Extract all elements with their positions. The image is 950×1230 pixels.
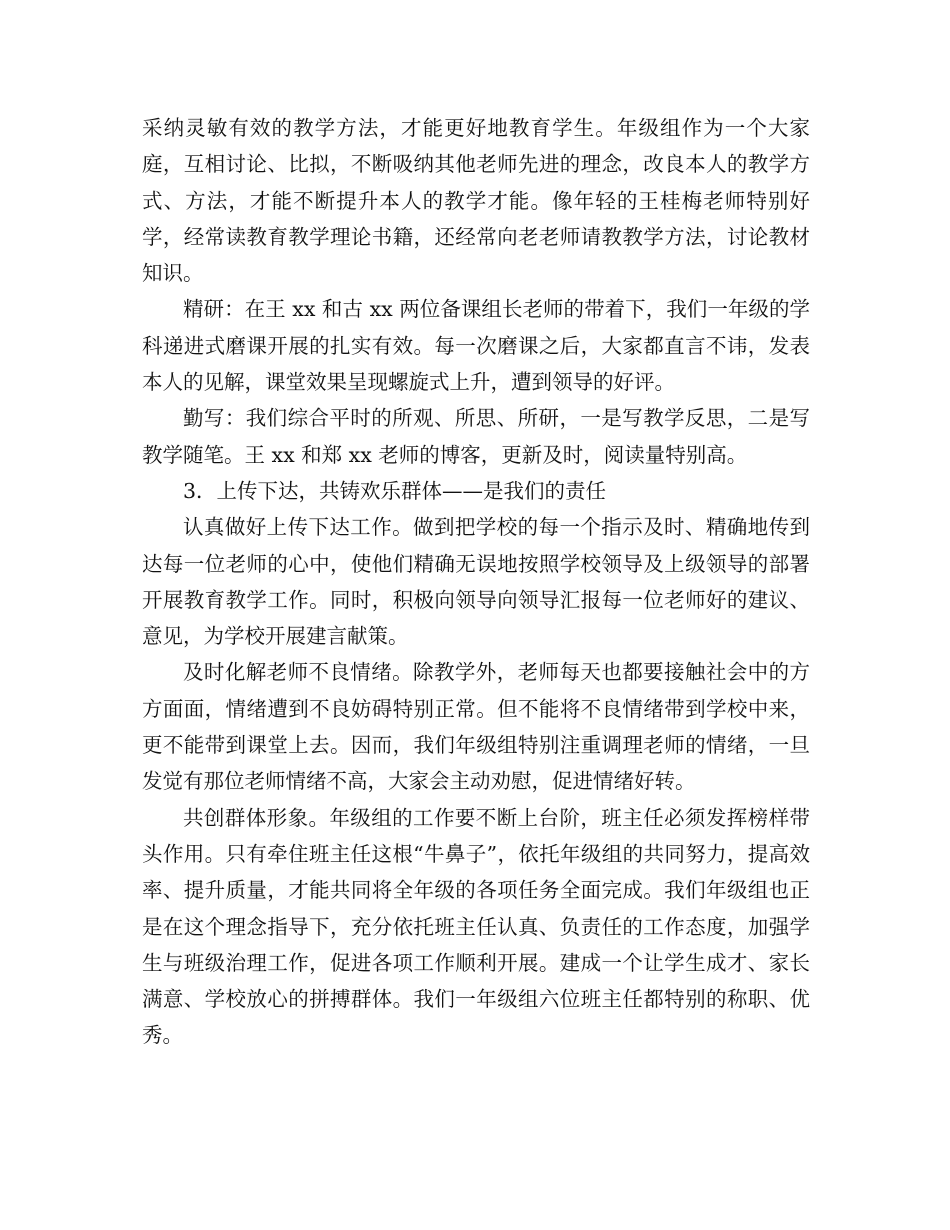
paragraph-group-image: 共创群体形象。年级组的工作要不断上台阶，班主任必须发挥榜样带头作用。只有牵住班主任这根“牛鼻子”，依托年级组的共同努力，提高效率、提升质量，才能共同将全年级的各项任务全面完成。我们年级组也正是在这个理念指导下，充分依托班主任认真、负责任的工作态度，加强学生与班级治理工作，促进各项工作顺利开展。建成一个让学生成才、家长满意、学校放心的拼搏群体。我们一年级组六位班主任都特别的称职、优秀。	[142, 805, 810, 1048]
paragraph-write: 勤写：我们综合平时的所观、所思、所研，一是写教学反思，二是写教学随笔。王 xx 和郑 xx 老师的博客，更新及时，阅读量特别高。	[142, 406, 810, 467]
section-heading-3: 3．上传下达，共铸欢乐群体——是我们的责任	[183, 478, 607, 503]
paragraph-communication: 认真做好上传下达工作。做到把学校的每一个指示及时、精确地传到达每一位老师的心中，使他们精确无误地按照学校领导及上级领导的部署开展教育教学工作。同时，积极向领导向领导汇报每一位老师好的建议、意见，为学校开展建言献策。	[142, 515, 810, 649]
document-page	[142, 110, 810, 1054]
paragraph-emotions: 及时化解老师不良情绪。除教学外，老师每天也都要接触社会中的方方面面，情绪遭到不良妨碍特别正常。但不能将不良情绪带到学校中来，更不能带到课堂上去。因而，我们年级组特别注重调理老师的情绪，一旦发觉有那位老师情绪不高，大家会主动劝慰，促进情绪好转。	[142, 660, 810, 794]
paragraph-refine: 精研：在王 xx 和古 xx 两位备课组长老师的带着下，我们一年级的学科递进式磨课开展的扎实有效。每一次磨课之后，大家都直言不讳，发表本人的见解，课堂效果呈现螺旋式上升，遭到领导的好评。	[142, 297, 810, 395]
paragraph-continued: 采纳灵敏有效的教学方法，才能更好地教育学生。年级组作为一个大家庭，互相讨论、比拟，不断吸纳其他老师先进的理念，改良本人的教学方式、方法，才能不断提升本人的教学才能。像年轻的王桂梅老师特别好学，经常读教育教学理论书籍，还经常向老老师请教教学方法，讨论教材知识。	[142, 116, 810, 286]
